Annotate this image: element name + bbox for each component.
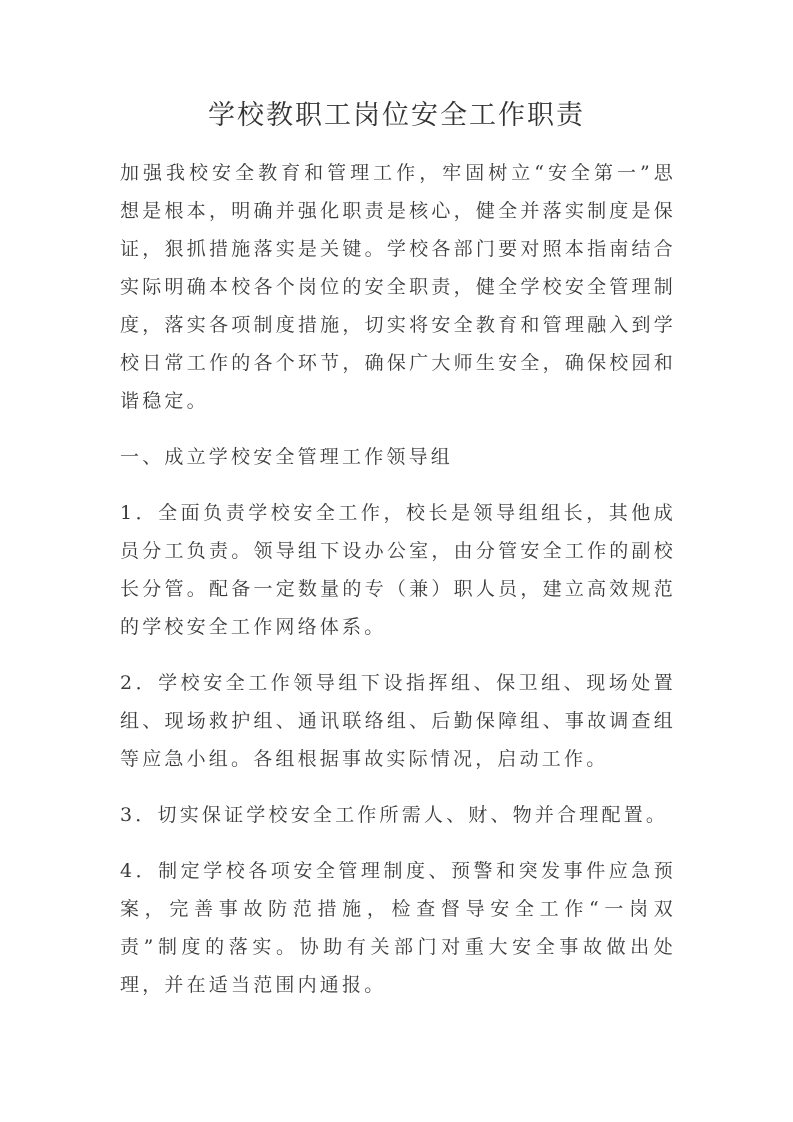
- document-title: 学校教职工岗位安全工作职责: [208, 100, 585, 131]
- item-paragraph-1: 1．全面负责学校安全工作，校长是领导组组长，其他成员分工负责。领导组下设办公室，由分管安全工作的副校长分管。配备一定数量的专（兼）职人员，建立高效规范的学校安全工作网络体系。: [120, 502, 676, 638]
- section-heading: 一、成立学校安全管理工作领导组: [120, 446, 454, 468]
- item-paragraph-2: 2．学校安全工作领导组下设指挥组、保卫组、现场处置组、现场救护组、通讯联络组、后勤保障组、事故调查组等应急小组。各组根据事故实际情况，启动工作。: [120, 672, 676, 770]
- document-body: [120, 154, 676, 1022]
- item-paragraph-3: 3．切实保证学校安全工作所需人、财、物并合理配置。: [120, 804, 669, 826]
- intro-paragraph: 加强我校安全教育和管理工作，牢固树立“安全第一”思想是根本，明确并强化职责是核心，健全并落实制度是保证，狠抓措施落实是关键。学校各部门要对照本指南结合实际明确本校各个岗位的安全职责，健全学校安全管理制度，落实各项制度措施，切实将安全教育和管理融入到学校日常工作的各个环节，确保广大师生安全，确保校园和谐稳定。: [120, 162, 676, 412]
- item-paragraph-4: 4．制定学校各项安全管理制度、预警和突发事件应急预案，完善事故防范措施，检查督导安全工作“一岗双责”制度的落实。协助有关部门对重大安全事故做出处理，并在适当范围内通报。: [120, 860, 676, 996]
